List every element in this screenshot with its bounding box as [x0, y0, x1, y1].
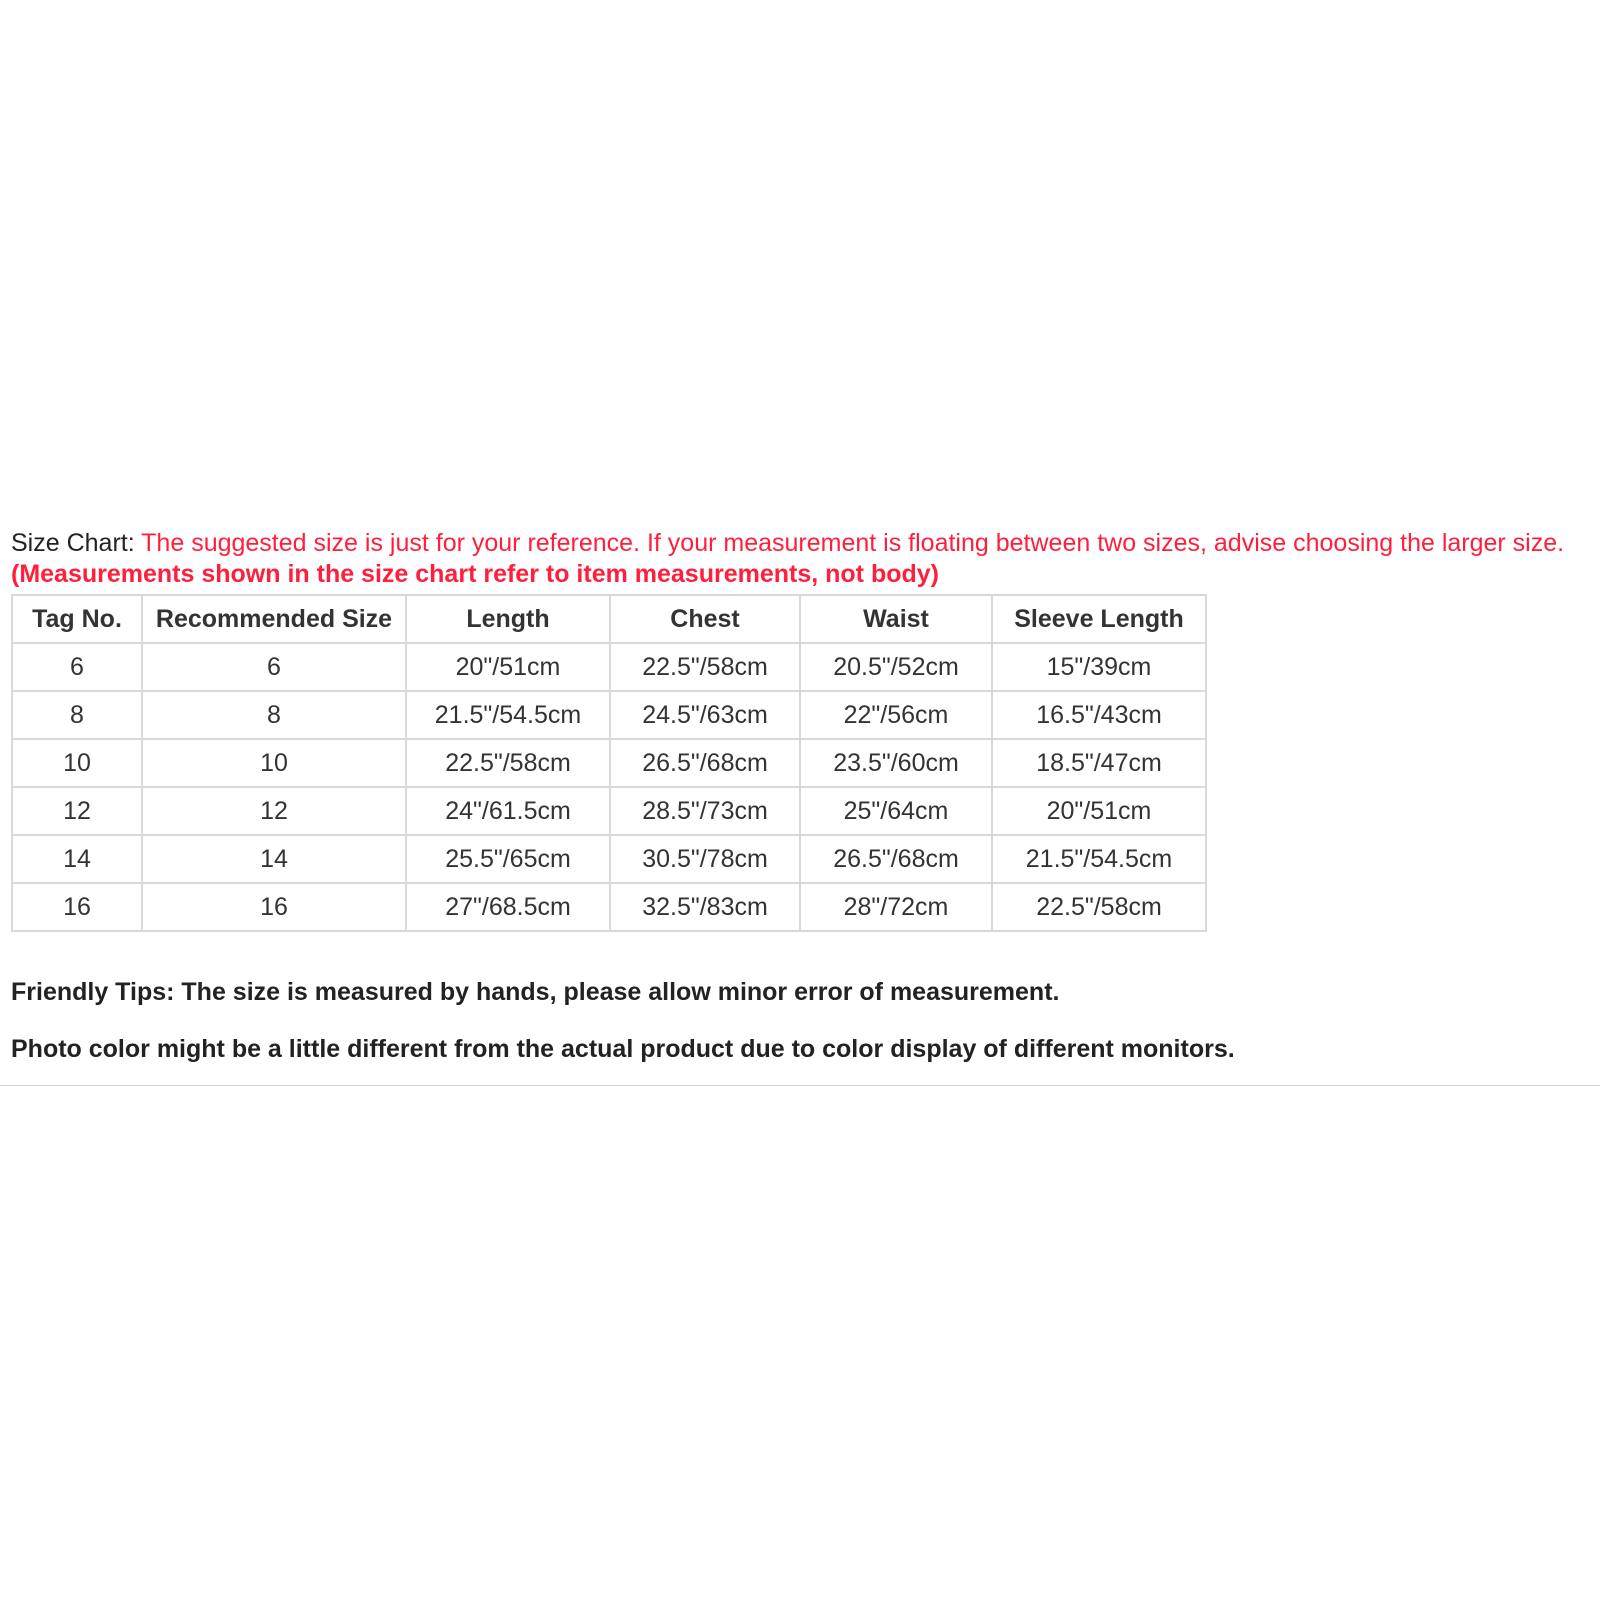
friendly-tips-text: Friendly Tips: The size is measured by hands, please allow minor error of measurement. [11, 978, 1060, 1006]
cell-waist: 26.5"/68cm [800, 835, 992, 883]
header-recommended-size: Recommended Size [142, 595, 406, 643]
size-chart-label: Size Chart [11, 529, 128, 557]
header-waist: Waist [800, 595, 992, 643]
cell-waist: 22"/56cm [800, 691, 992, 739]
cell-recommended-size: 16 [142, 883, 406, 931]
size-chart-separator: : [127, 529, 135, 557]
cell-sleeve-length: 21.5"/54.5cm [992, 835, 1206, 883]
cell-length: 22.5"/58cm [406, 739, 610, 787]
cell-sleeve-length: 16.5"/43cm [992, 691, 1206, 739]
table-row [12, 883, 1206, 931]
cell-chest: 26.5"/68cm [610, 739, 800, 787]
cell-tag-no: 6 [12, 643, 142, 691]
cell-sleeve-length: 18.5"/47cm [992, 739, 1206, 787]
header-tag-no: Tag No. [12, 595, 142, 643]
cell-sleeve-length: 22.5"/58cm [992, 883, 1206, 931]
cell-tag-no: 14 [12, 835, 142, 883]
tips-section [11, 978, 1591, 1063]
cell-tag-no: 10 [12, 739, 142, 787]
cell-recommended-size: 6 [142, 643, 406, 691]
header-chest: Chest [610, 595, 800, 643]
cell-chest: 24.5"/63cm [610, 691, 800, 739]
table-row [12, 835, 1206, 883]
table-row [12, 739, 1206, 787]
cell-tag-no: 8 [12, 691, 142, 739]
cell-waist: 25"/64cm [800, 787, 992, 835]
size-chart-note: The suggested size is just for your reference. If your measurement is floating between two sizes, advise choosing the larger size. [134, 529, 1565, 557]
cell-tag-no: 12 [12, 787, 142, 835]
cell-length: 20"/51cm [406, 643, 610, 691]
cell-length: 27"/68.5cm [406, 883, 610, 931]
photo-color-note: Photo color might be a little different from the actual product due to color display of different monitors. [11, 1035, 1235, 1063]
cell-length: 25.5"/65cm [406, 835, 610, 883]
cell-length: 21.5"/54.5cm [406, 691, 610, 739]
size-chart-note-bold: (Measurements shown in the size chart refer to item measurements, not body) [11, 560, 939, 588]
header-length: Length [406, 595, 610, 643]
table-row [12, 787, 1206, 835]
cell-waist: 28"/72cm [800, 883, 992, 931]
table-header-row [12, 595, 1206, 643]
cell-chest: 30.5"/78cm [610, 835, 800, 883]
cell-tag-no: 16 [12, 883, 142, 931]
divider [0, 1085, 1600, 1086]
cell-chest: 28.5"/73cm [610, 787, 800, 835]
cell-recommended-size: 8 [142, 691, 406, 739]
cell-waist: 20.5"/52cm [800, 643, 992, 691]
size-chart-section [11, 528, 1591, 1092]
cell-length: 24"/61.5cm [406, 787, 610, 835]
header-sleeve-length: Sleeve Length [992, 595, 1206, 643]
cell-recommended-size: 12 [142, 787, 406, 835]
cell-recommended-size: 10 [142, 739, 406, 787]
cell-waist: 23.5"/60cm [800, 739, 992, 787]
cell-recommended-size: 14 [142, 835, 406, 883]
size-table [11, 594, 1207, 932]
table-row [12, 643, 1206, 691]
cell-chest: 22.5"/58cm [610, 643, 800, 691]
cell-sleeve-length: 20"/51cm [992, 787, 1206, 835]
table-row [12, 691, 1206, 739]
size-chart-intro [11, 528, 1586, 590]
cell-chest: 32.5"/83cm [610, 883, 800, 931]
cell-sleeve-length: 15"/39cm [992, 643, 1206, 691]
